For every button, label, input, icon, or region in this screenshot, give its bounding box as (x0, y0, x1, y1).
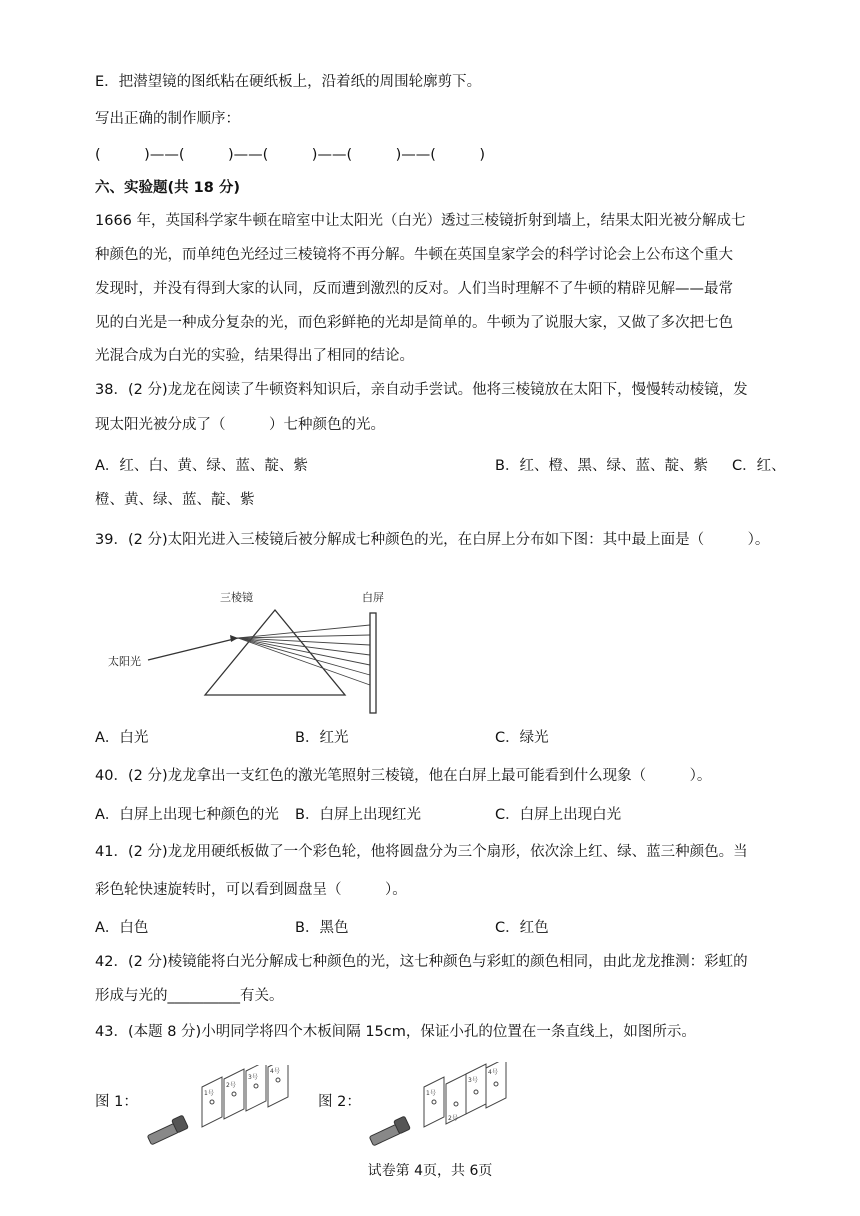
q40-option-a: A．白屏上出现七种颜色的光 (95, 807, 279, 823)
screen-label: 白屏 (362, 591, 384, 604)
step-e-text: E．把潜望镜的图纸粘在硬纸板上，沿着纸的周围轮廓剪下。 (95, 74, 482, 90)
q40-option-c: C．白屏上出现白光 (495, 807, 622, 823)
q40-stem: 40．(2 分)龙龙拿出一支红色的激光笔照射三棱镜，他在白屏上最可能看到什么现象（ ）。 (95, 768, 712, 784)
sunlight-label: 太阳光 (108, 655, 141, 668)
board-1-label: 1号 (426, 1090, 436, 1097)
q41-option-a: A．白色 (95, 920, 149, 936)
q39-option-c: C．绿光 (495, 730, 549, 746)
board-3-label: 3号 (468, 1077, 478, 1084)
dispersed-rays (238, 625, 370, 685)
white-screen (370, 613, 376, 713)
q40-option-b: B．白屏上出现红光 (295, 807, 421, 823)
board-1 (424, 1077, 444, 1127)
board-1 (202, 1077, 222, 1127)
board-2-label: 2号 (448, 1115, 458, 1122)
prism-label: 三棱镜 (220, 591, 253, 604)
board-1-label: 1号 (204, 1090, 214, 1097)
q42-stem-1: 42．(2 分)棱镜能将白光分解成七种颜色的光，这七种颜色与彩虹的颜色相同，由此龙龙推测：彩虹的 (95, 954, 748, 970)
board-2 (224, 1069, 244, 1119)
q39-option-a: A．白光 (95, 730, 149, 746)
figure-2-label: 图 2： (318, 1094, 361, 1110)
board-4-label: 4号 (488, 1069, 498, 1076)
section-heading: 六、实验题(共 18 分) (95, 180, 241, 196)
figure-1-boards (140, 1065, 300, 1150)
board-3 (246, 1065, 266, 1111)
figure-2-boards (362, 1062, 522, 1152)
q38-stem-1: 38．(2 分)龙龙在阅读了牛顿资料知识后，亲自动手尝试。他将三棱镜放在太阳下，慢慢转动棱镜，发 (95, 382, 748, 398)
passage-line-4: 见的白光是一种成分复杂的光，而色彩鲜艳的光却是简单的。牛顿为了说服大家，又做了多次把七色 (95, 315, 733, 331)
order-blanks: ( )——( )——( )——( )——( ) (95, 147, 486, 163)
q39-option-b: B．红光 (295, 730, 349, 746)
q39-stem: 39．(2 分)太阳光进入三棱镜后被分解成七种颜色的光，在白屏上分布如下图：其中最上面是（ ）。 (95, 532, 770, 548)
flashlight-icon (147, 1115, 188, 1145)
incoming-ray (148, 638, 238, 660)
board-3-label: 3号 (248, 1074, 258, 1081)
flashlight-icon (369, 1116, 410, 1146)
q42-stem-2: 形成与光的__________有关。 (95, 988, 284, 1004)
q41-stem-1: 41．(2 分)龙龙用硬纸板做了一个彩色轮，他将圆盘分为三个扇形，依次涂上红、绿、蓝三种颜色。当 (95, 844, 748, 860)
board-2-label: 2号 (226, 1082, 236, 1089)
passage-line-5: 光混合成为白光的实验，结果得出了相同的结论。 (95, 348, 414, 364)
passage-line-2: 种颜色的光，而单纯色光经过三棱镜将不再分解。牛顿在英国皇家学会的科学讨论会上公布这个重大 (95, 247, 733, 263)
q38-option-c-part2: 橙、黄、绿、蓝、靛、紫 (95, 492, 255, 508)
passage-line-1: 1666 年，英国科学家牛顿在暗室中让太阳光（白光）透过三棱镜折射到墙上，结果太阳光被分解成七 (95, 213, 746, 229)
q43-stem: 43．(本题 8 分)小明同学将四个木板间隔 15cm，保证小孔的位置在一条直线上，如图所示。 (95, 1024, 696, 1040)
q38-option-b: B．红、橙、黑、绿、蓝、靛、紫 (495, 458, 708, 474)
q38-stem-2: 现太阳光被分成了（ ）七种颜色的光。 (95, 417, 385, 433)
q41-option-c: C．红色 (495, 920, 549, 936)
passage-line-3: 发现时，并没有得到大家的认同，反而遭到激烈的反对。人们当时理解不了牛顿的精辟见解——最常 (95, 281, 733, 297)
write-order-prompt: 写出正确的制作顺序： (95, 111, 240, 127)
incoming-ray-arrow (230, 635, 238, 642)
q41-stem-2: 彩色轮快速旋转时，可以看到圆盘呈（ ）。 (95, 882, 407, 898)
page-footer: 试卷第 4页，共 6页 (367, 1163, 493, 1179)
figure-1-label: 图 1： (95, 1094, 138, 1110)
q41-option-b: B．黑色 (295, 920, 349, 936)
prism-triangle (205, 610, 345, 695)
q38-option-a: A．红、白、黄、绿、蓝、靛、紫 (95, 458, 308, 474)
board-3 (466, 1064, 486, 1114)
board-4-label: 4号 (270, 1068, 280, 1075)
q38-option-c-part1: C．红、 (732, 458, 786, 474)
prism-diagram (100, 585, 400, 720)
